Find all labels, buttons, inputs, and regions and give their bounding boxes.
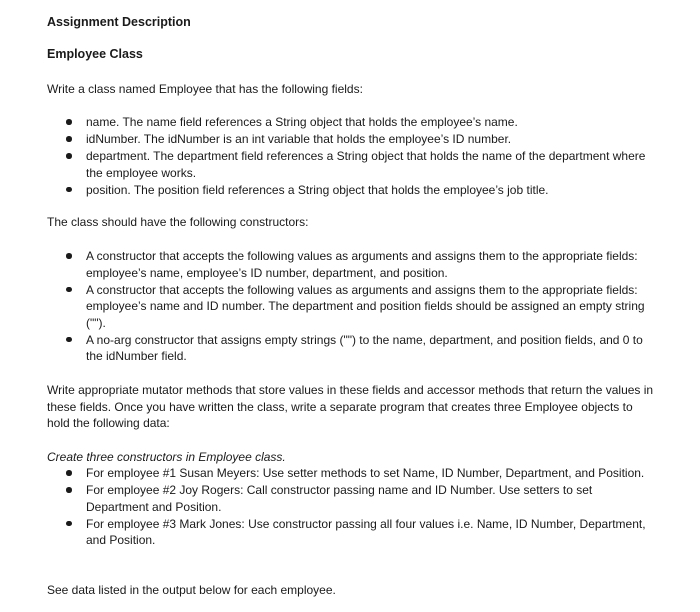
fields-intro: Write a class named Employee that has the following fields: bbox=[47, 82, 363, 96]
bullet-icon bbox=[66, 487, 72, 493]
bullet-icon bbox=[66, 187, 72, 193]
bullet-icon bbox=[66, 119, 72, 125]
bullet-icon bbox=[66, 136, 72, 142]
bullet-icon bbox=[66, 153, 72, 159]
fields-list bbox=[47, 114, 647, 199]
bullet-icon bbox=[66, 521, 72, 527]
list-item: A constructor that accepts the following values as arguments and assigns them to the appropriate fields: employee’s name, employee’s ID number, department, and position. bbox=[47, 248, 647, 281]
constructors-intro: The class should have the following constructors: bbox=[47, 215, 309, 229]
bullet-icon bbox=[66, 337, 72, 343]
list-item: For employee #1 Susan Meyers: Use setter methods to set Name, ID Number, Department, and Position. bbox=[47, 465, 647, 482]
create-heading: Create three constructors in Employee class. bbox=[47, 450, 286, 464]
list-item: department. The department field references a String object that holds the name of the department where the employee works. bbox=[47, 148, 647, 181]
list-item: For employee #2 Joy Rogers: Call constructor passing name and ID Number. Use setters to set Department and Position. bbox=[47, 482, 647, 515]
bullet-icon bbox=[66, 253, 72, 259]
employees-list bbox=[47, 465, 647, 549]
document-title: Assignment Description bbox=[47, 15, 191, 29]
bullet-icon bbox=[66, 287, 72, 293]
bullet-icon bbox=[66, 470, 72, 476]
list-item: A constructor that accepts the following values as arguments and assigns them to the appropriate fields: employee’s name and ID number. The department and position fields should be assigned an empty string (""). bbox=[47, 282, 647, 332]
list-item: A no-arg constructor that assigns empty strings ("") to the name, department, and position fields, and 0 to the idNumber field. bbox=[47, 332, 647, 365]
list-item: For employee #3 Mark Jones: Use constructor passing all four values i.e. Name, ID Number, Department, and Position. bbox=[47, 516, 647, 549]
footer-note: See data listed in the output below for each employee. bbox=[47, 583, 336, 597]
list-item: name. The name field references a String object that holds the employee’s name. bbox=[47, 114, 647, 131]
methods-paragraph: Write appropriate mutator methods that store values in these fields and accessor methods that return the values in these fields. Once you have written the class, write a separate program that creates three Employee objects to hold the following data: bbox=[47, 383, 654, 430]
list-item: idNumber. The idNumber is an int variable that holds the employee’s ID number. bbox=[47, 131, 647, 148]
section-title: Employee Class bbox=[47, 47, 143, 61]
constructors-list bbox=[47, 248, 647, 365]
list-item: position. The position field references a String object that holds the employee’s job title. bbox=[47, 182, 647, 199]
